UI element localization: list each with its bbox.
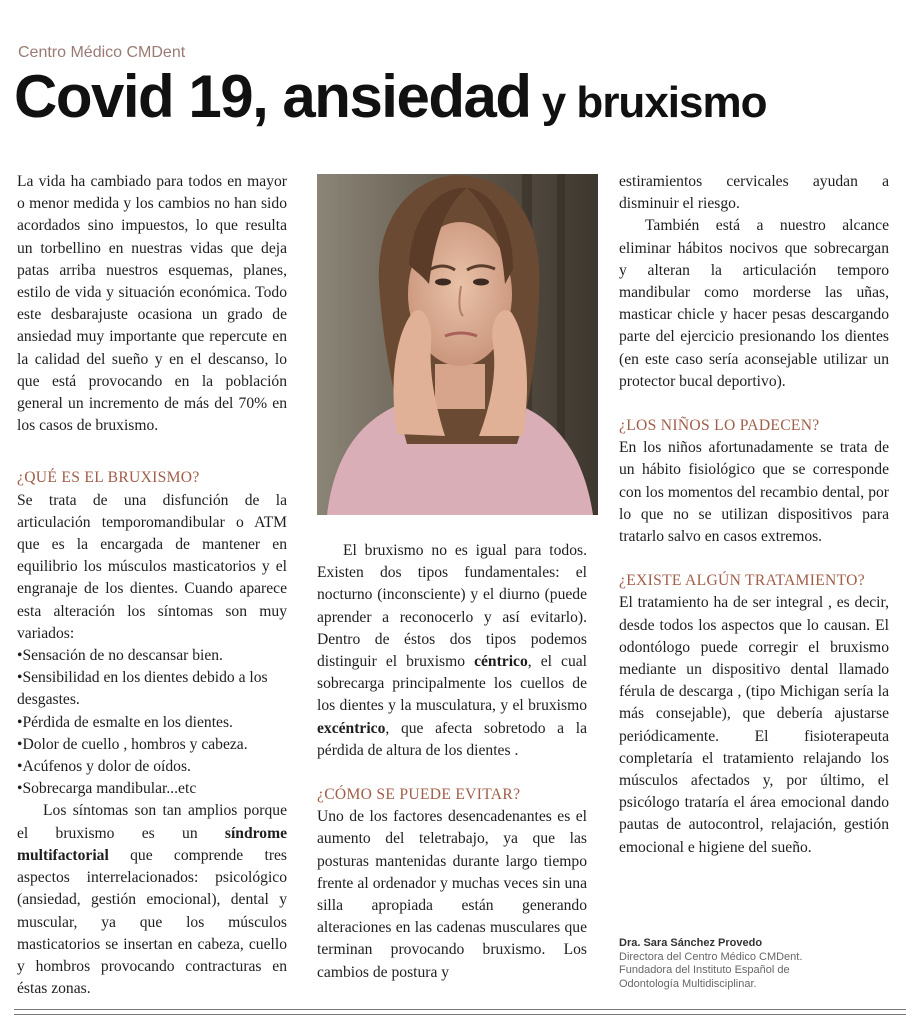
subheading-what-is: ¿QUÉ ES EL BRUXISMO? [17,469,200,487]
headline-main: Covid 19, ansiedad [14,63,531,130]
symptom-item: •Acúfenos y dolor de oídos. [17,758,191,776]
author-name: Dra. Sara Sánchez Provedo [619,937,763,949]
symptom-item: •Sensación de no descansar bien. [17,647,223,665]
headline-tail: y bruxismo [530,78,767,127]
intro-paragraph: La vida ha cambiado para todos en mayor o menor medida y los cambios no han sido acordados sino impuestos, lo que resulta un torbellino en nuestras vidas que deja patas arriba nuestros esquemas, planes, estilo de vida y situación económica. Todo este desbarajuste ocasiona un grado de ansiedad muy importante que repercute en la calidad del sueño y en el descanso, lo que está provocando en la población general un incremento de más del 70% en los casos de bruxismo. [17,173,287,435]
syndrome-paragraph [17,800,287,1000]
article-photo [317,174,598,515]
prevent-paragraph: Uno de los factores desencadenantes es el aumento del teletrabajo, ya que las posturas mantenidas durante largo tiempo frente al ordenador y muchas veces sin una silla apropiada están generando alteraciones en las cadenas musculares que terminan provocando bruxismo. Los cambios de postura y [317,808,587,981]
types-text-b: , el cual sobrecarga principalmente los cuellos de los dientes y la musculatura, y el bruxismo [317,653,588,715]
symptom-item: •Pérdida de esmalte en los dientes. [17,713,233,731]
symptom-item: •Sobrecarga mandibular...etc [17,780,197,798]
treatment-paragraph: El tratamiento ha de ser integral , es decir, desde todos los aspectos que lo causan. El odontólogo puede corregir el bruxismo mediante un dispositivo dental llamado férula de descarga , (tipo Michigan sería la más consejable), que debería ajustarse periódicamente. El fisioterapeuta completaría el tratamiento relajando los músculos afectados y, por último, el psicólogo trataría el área emocional dando pautas de autocontrol, relajación, gestión emocional e higiene del sueño. [619,594,889,856]
subheading-treatment: ¿EXISTE ALGÚN TRATAMIENTO? [619,572,865,590]
definition-paragraph: Se trata de una disfunción de la articulación temporomandibular o ATM que es la encargada de mantener en equilibrio los músculos masticatorios y el engranaje de los dientes. Cuando aparece esta alteración los síntomas son muy variados: [17,491,287,642]
author-title-2: Fundadora del Instituto Español de [619,964,790,976]
column-1 [17,171,287,1000]
footer-rule [14,1014,906,1015]
types-text-a: El bruxismo no es igual para todos. Existen dos tipos fundamentales: el nocturno (inconsciente) y el diurno (puede aprender a reconocerlo y así evitarlo). Dentro de éstos dos tipos podemos distinguir el bruxismo [317,542,587,671]
syndrome-term: síndrome multifactorial [17,824,287,864]
symptom-item: •Dolor de cuello , hombros y cabeza. [17,735,248,753]
syndrome-text-b: que comprende tres aspectos interrelacionados: psicológico (ansiedad, gestión emocional), dental y muscular, ya que los músculos masticatorios se insertan en cabeza, cuello y hombros provocando contracturas en éstas zonas. [17,846,287,998]
subheading-children: ¿LOS NIÑOS LO PADECEN? [619,417,820,435]
subheading-prevent: ¿CÓMO SE PUEDE EVITAR? [317,786,521,804]
author-title-3: Odontología Multidisciplinar. [619,977,757,990]
types-paragraph [317,540,587,762]
author-title-1: Directora del Centro Médico CMDent. [619,950,803,963]
column-2 [317,540,587,984]
column-3 [619,171,889,859]
term-eccentric: excéntrico [317,719,386,737]
footer-rule [14,1009,906,1010]
symptom-item: •Sensibilidad en los dientes debido a los desgastes. [17,669,268,709]
photo-woman-jaw-pain [317,174,598,515]
types-text-c: , que afecta sobretodo a la pérdida de altura de los dientes . [317,719,587,759]
term-centric: céntrico [474,653,528,671]
children-paragraph: En los niños afortunadamente se trata de un hábito fisiológico que se corresponde con los momentos del recambio dental, por lo que no se utilizan dispositivos para tratarlo salvo en casos extremos. [619,439,889,546]
author-signature [619,937,899,991]
continued-paragraph: estiramientos cervicales ayudan a disminuir el riesgo. [619,173,889,213]
section-kicker: Centro Médico CMDent [18,44,186,61]
syndrome-text-a: Los síntomas son tan amplios porque el bruxismo es un [17,802,287,842]
habits-paragraph: También está a nuestro alcance eliminar hábitos nocivos que sobrecargan y alteran la articulación temporo mandibular como morderse las uñas, masticar chicle y hacer pesas descargando parte del ejercicio presionando los dientes (en este caso sería aconsejable utilizar un protector bucal deportivo). [619,217,889,390]
headline [14,62,766,131]
